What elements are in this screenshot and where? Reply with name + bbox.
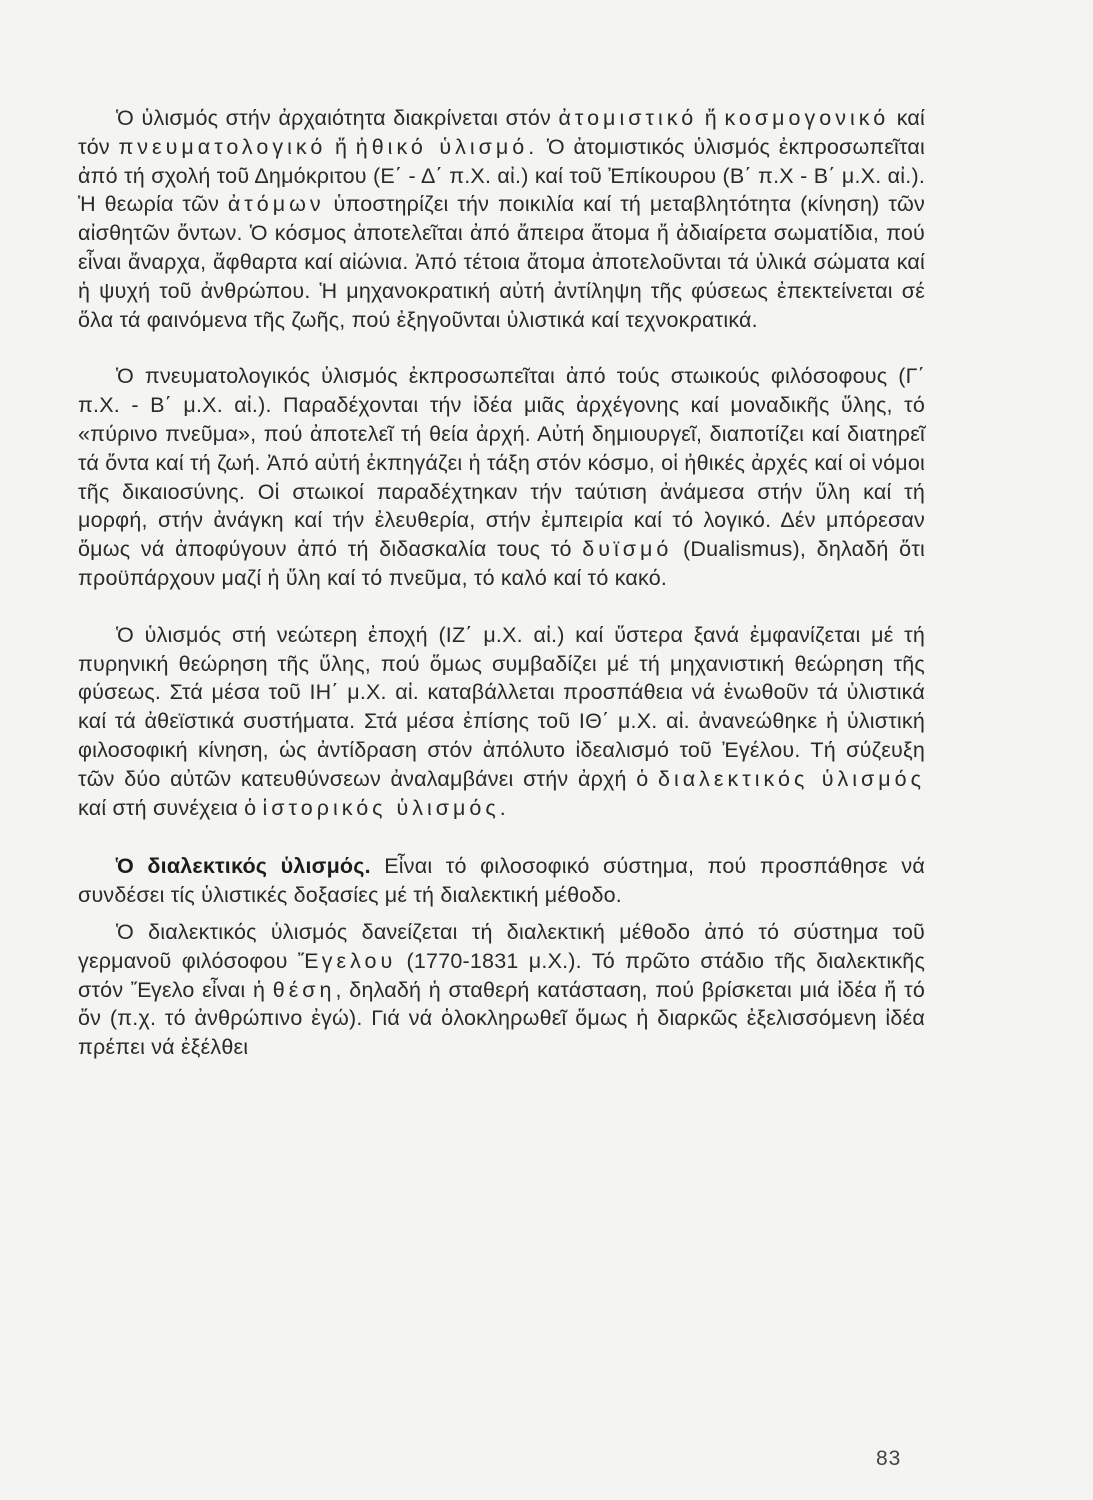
text: καί τόν [78,106,926,159]
text: Εἶναι τό φιλοσοφικό σύστημα, πού προσπάθησε νά συνδέσει τίς ὑλιστικές δοξασίες μέ τή διαλεκτική μέθοδο. [78,854,925,908]
spaced-term: ἀτομιστικό [558,106,698,130]
page-number: 83 [876,1447,902,1470]
paragraph-hegel-dialectic [78,918,925,1062]
text: Ὁ ὑλισμός στήν ἀρχαιότητα διακρίνεται στόν [116,106,559,130]
text: (Dualismus), δηλαδή ὅτι προϋπάρχουν μαζί ἡ ὕλη καί τό πνεῦμα, τό καλό καί τό κακό. [78,537,925,590]
paragraph-dialectical-materialism [78,852,925,910]
section-heading: Ὁ διαλεκτικός ὑλισμός. [116,854,371,879]
spaced-term: ἀτόμων [227,192,325,217]
spaced-term: Ἔγελου [297,948,397,973]
spaced-term: ἱστορικός ὑλισμός. [262,795,510,820]
text: ἤ [326,134,356,159]
paragraph-modern-materialism [78,621,925,823]
book-page [78,104,925,1062]
text: Ὁ ἀτομιστικός ὑλισμός ἐκπροσωπεῖται ἀπό τή σχολή τοῦ Δημόκριτου (Ε΄ - Δ΄ π.Χ. αἰ.) καί τοῦ Ἐπίκουρου (Β΄ π.Χ - Β΄ μ.Χ. αἰ.). Ἡ θεωρία τῶν [78,134,925,217]
paragraph-stoic-materialism [78,362,925,592]
paragraph-ancient-materialism [78,104,925,334]
text: Ὁ ὑλισμός στή νεώτερη ἐποχή (ΙΖ΄ μ.Χ. αἰ.) καί ὕστερα ξανά ἐμφανίζεται μέ τή πυρηνική θεώρηση τῆς ὕλης, πού ὅμως συμβαδίζει μέ τή μηχανιστική θεώρηση τῆς φύσεως. Στά μέσα τοῦ ΙΗ΄ μ.Χ. αἰ. καταβάλλεται προσπάθεια νά ἑνωθοῦν τά ὑλιστικά καί τά ἀθεϊστικά συστήματα. Στά μέσα ἐπίσης τοῦ ΙΘ΄ μ.Χ. αἰ. ἀνανεώθηκε ἡ ὑλιστική φιλοσοφική κίνηση, ὡς ἀντίδραση στόν ἀπόλυτο ἰδεαλισμό τοῦ Ἐγέλου. Τή σύζευξη τῶν δύο αὐτῶν κατευθύνσεων ἀναλαμβάνει στήν ἀρχή ὁ [78,622,925,791]
text: καί στή συνέχεια ὁ [78,795,263,820]
spaced-term: ἠθικό ὑλισμό. [355,134,539,159]
spaced-term: πνευματολογικό [118,134,327,159]
text: (1770-1831 μ.Χ.). Τό πρῶτο στάδιο τῆς διαλεκτικῆς στόν Ἔγελο εἶναι ἡ [78,948,926,1002]
text: Ὁ πνευματολογικός ὑλισμός ἐκπροσωπεῖται ἀπό τούς στωικούς φιλόσοφους (Γ΄ π.Χ. - Β΄ μ.Χ. αἰ.). Παραδέχονται τήν ἰδέα μιᾶς ἀρχέγονης καί μοναδικῆς ὕλης, τό «πύρινο πνεῦμα», πού ἀποτελεῖ τή θεία ἀρχή. Αὐτή δημιουργεῖ, διαποτίζει καί διατηρεῖ τά ὄντα καί τή ζωή. Ἀπό αὐτή ἐκπηγάζει ἡ τάξη στόν κόσμο, οἱ ἠθικές ἀρχές καί οἱ νόμοι τῆς δικαιοσύνης. Οἱ στωικοί παραδέχτηκαν τήν ταύτιση ἀνάμεσα στήν ὕλη καί τή μορφή, στήν ἀνάγκη καί τήν ἐλευθερία, στήν ἐμπειρία καί τό λογικό. Δέν μπόρεσαν ὅμως νά ἀποφύγουν ἀπό τή διδασκαλία τους τό [78,364,925,562]
text: , δηλαδή ἡ σταθερή κατάσταση, πού βρίσκεται μιά ἰδέα ἤ τό ὄν (π.χ. τό ἀνθρώπινο ἐγώ). Γιά νά ὁλοκληρωθεῖ ὅμως ἡ διαρκῶς ἐξελισσόμενη ἰδέα πρέπει νά ἐξέλθει [78,977,926,1060]
text: ὑποστηρίζει τήν ποικιλία καί τή μεταβλητότητα (κίνηση) τῶν αἰσθητῶν ὄντων. Ὁ κόσμος ἀποτελεῖται ἀπό ἄπειρα ἄτομα ἤ ἀδιαίρετα σωματίδια, πού εἶναι ἄναρχα, ἄφθαρτα καί αἰώνια. Ἀπό τέτοια ἄτομα ἀποτελοῦνται τά ὑλικά σώματα καί ἡ ψυχή τοῦ ἀνθρώπου. Ἡ μηχανοκρατική αὐτή ἀντίληψη τῆς φύσεως ἐπεκτείνεται σέ ὅλα τά φαινόμενα τῆς ζωῆς, πού ἐξηγοῦνται ὑλιστικά καί τεχνοκρατικά. [78,192,925,332]
spaced-term: διαλεκτικός ὑλισμός [658,766,925,791]
spaced-term: θέση [272,977,336,1002]
text: Ὁ διαλεκτικός ὑλισμός δανείζεται τή διαλεκτική μέθοδο ἀπό τό σύστημα τοῦ γερμανοῦ φιλόσοφου [78,919,925,973]
spaced-term: δυϊσμό [582,537,673,562]
text: ἤ [697,106,725,130]
spaced-term: κοσμογονικό [724,106,890,130]
